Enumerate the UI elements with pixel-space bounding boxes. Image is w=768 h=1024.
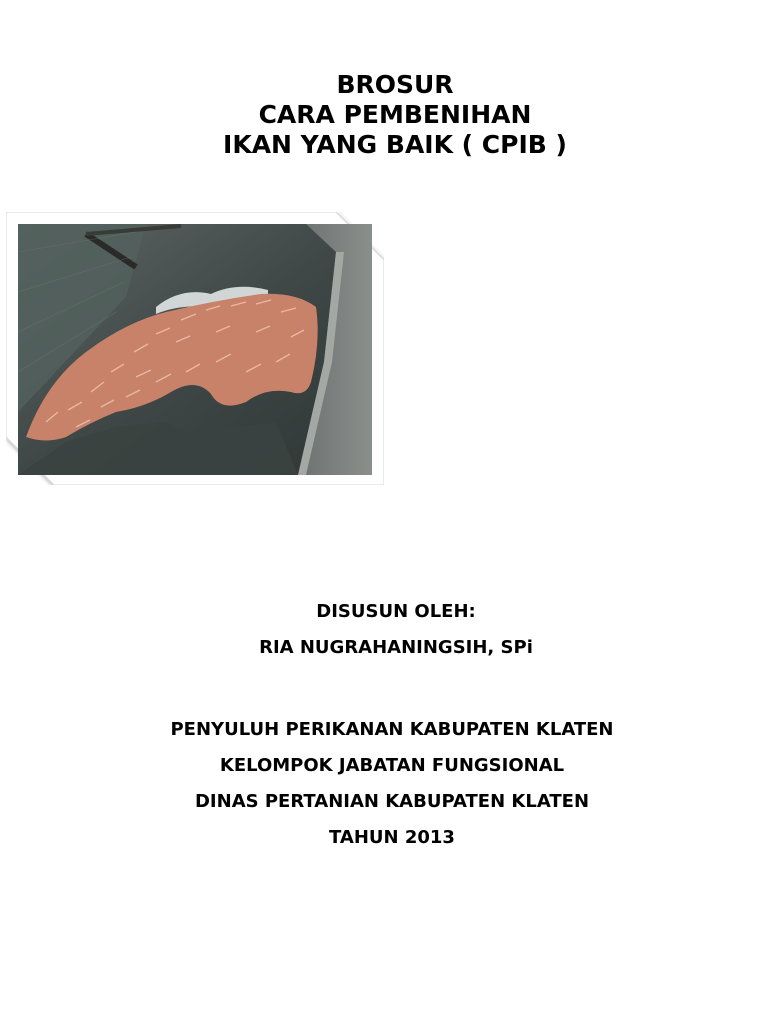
photo-illustration: [6, 212, 384, 485]
publication-year: TAHUN 2013: [329, 827, 455, 848]
title-line-3: IKAN YANG BAIK ( CPIB ): [223, 130, 567, 159]
organization-line-1: PENYULUH PERIKANAN KABUPATEN KLATEN: [170, 719, 614, 740]
author-label: DISUSUN OLEH:: [316, 601, 476, 622]
title-line-1: BROSUR: [336, 70, 454, 99]
author-name: RIA NUGRAHANINGSIH, SPi: [259, 637, 533, 658]
organization-section: [0, 712, 768, 856]
fish-seed-pond-photo: [6, 212, 384, 485]
title-line-2: CARA PEMBENIHAN: [258, 100, 532, 129]
organization-line-3: DINAS PERTANIAN KABUPATEN KLATEN: [194, 791, 590, 812]
organization-line-2: KELOMPOK JABATAN FUNGSIONAL: [219, 755, 565, 776]
brochure-title: [0, 70, 768, 160]
author-section: [0, 594, 768, 666]
